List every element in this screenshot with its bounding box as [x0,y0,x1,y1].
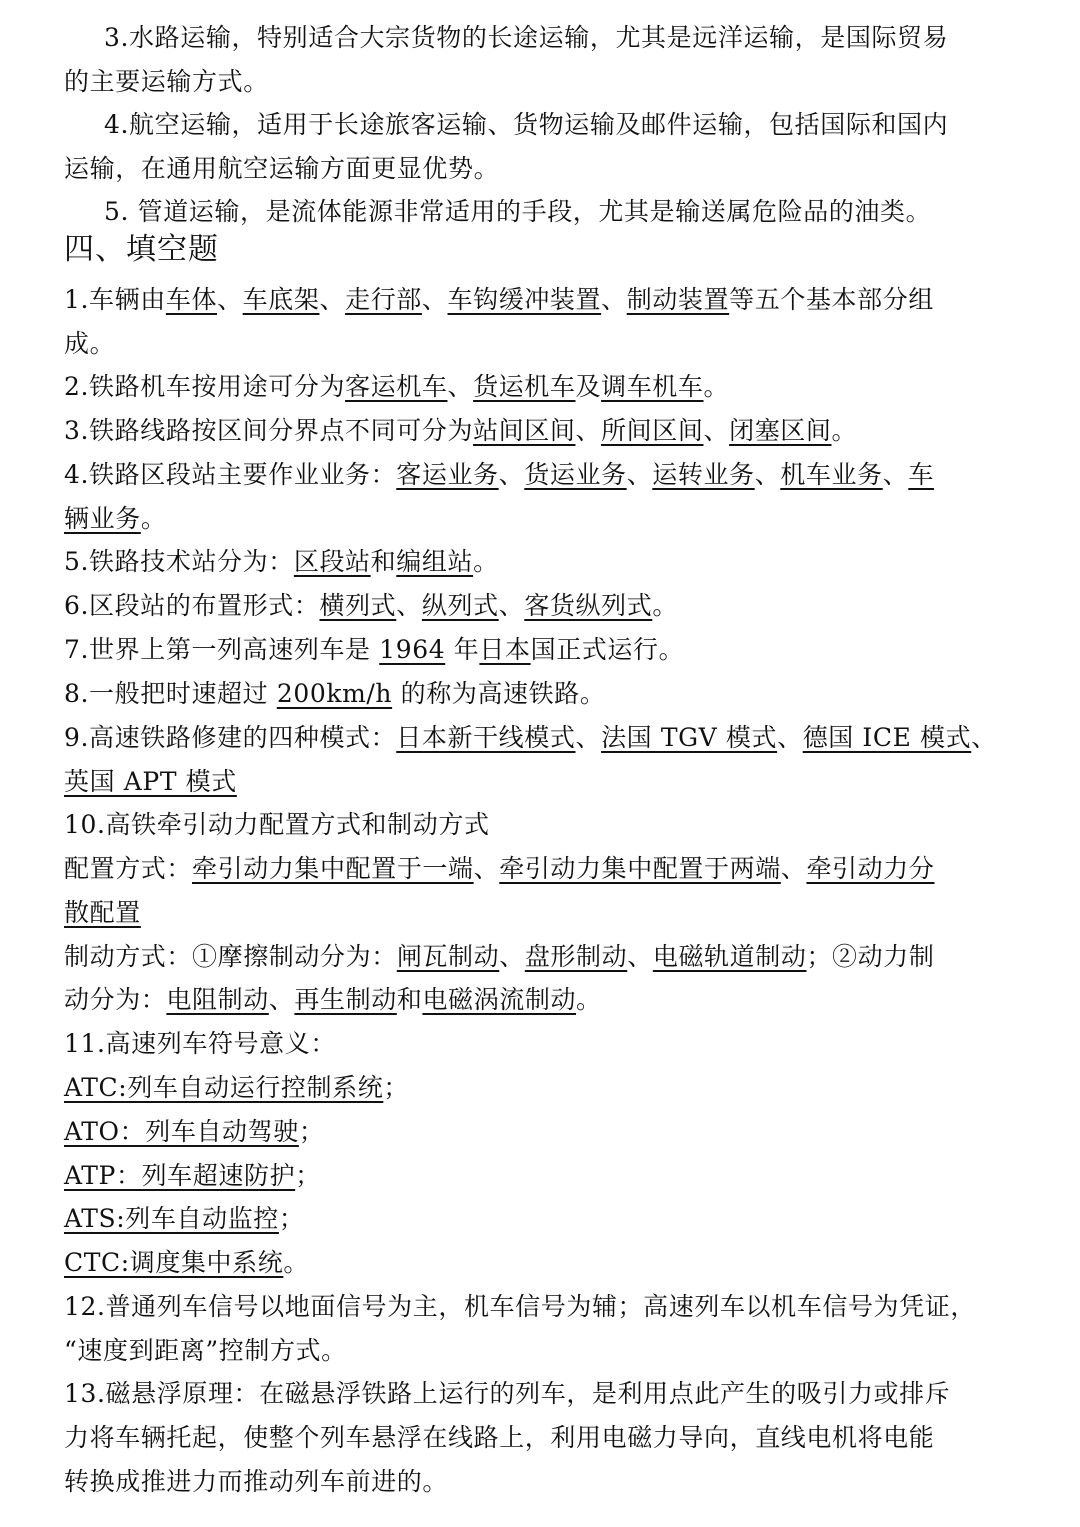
q2-text: 及 [575,372,602,401]
question-11-ats [64,1203,305,1235]
q12-text: “速度到距离”控制方式。 [64,1336,347,1365]
q10-text: 、 [473,854,500,883]
q1-answer: 车钩缓冲装置 [447,285,602,314]
q9-text: 9.高速铁路修建的四种模式： [64,723,397,752]
q4-text: 。 [140,504,167,533]
text: 4.航空运输，适用于长途旅客运输、货物运输及邮件运输，包括国际和国内 [104,110,949,139]
question-10-config-line-1 [64,853,934,885]
q6-text: 6.区段站的布置形式： [64,591,320,620]
question-10-title [64,809,490,841]
transport-item-4-line-2 [64,153,499,185]
q1-text: 、 [601,285,627,314]
q4-answer: 货运业务 [524,460,627,489]
q11-answer: ATP：列车超速防护 [64,1161,296,1190]
q10-text: 和 [396,985,423,1014]
question-12-line-2 [64,1335,347,1367]
question-8 [64,678,605,710]
q9-answer: 德国 ICE 模式 [802,723,972,752]
q9-answer: 法国 TGV 模式 [601,723,778,752]
text: 的主要运输方式。 [64,67,269,96]
question-13-line-3 [64,1466,448,1498]
q5-text: 。 [473,547,499,576]
q1-text: 、 [319,285,346,314]
q10-text: 、 [499,942,525,971]
q9-text: 、 [777,723,803,752]
q10-text: 制动方式：①摩擦制动分为： [64,942,397,971]
q6-answer: 横列式 [319,591,397,620]
q11-answer: ATS:列车自动监控 [64,1204,279,1233]
q4-text: 、 [626,460,653,489]
q3-text: 3.铁路线路按区间分界点不同可分为 [64,416,474,445]
q11-text: 11.高速列车符号意义： [64,1029,336,1058]
q9-text: 、 [971,723,997,752]
q10-answer: 牵引动力分 [806,854,935,883]
q1-answer: 走行部 [345,285,422,314]
q11-text: ； [295,1161,321,1190]
q3-answer: 所间区间 [601,416,704,445]
question-12-line-1 [64,1291,976,1323]
q3-text: 、 [575,416,602,445]
q10-answer: 电磁轨道制动 [652,942,807,971]
q6-text: 、 [396,591,422,620]
q10-answer: 牵引动力集中配置于两端 [499,854,781,883]
q4-answer: 运转业务 [652,460,755,489]
section-title: 四、填空题 [64,232,219,267]
transport-item-3-line-2 [64,66,269,98]
q1-text: 、 [421,285,448,314]
q5-text: 和 [370,547,397,576]
question-10-brake-line-1 [64,941,934,973]
q10-text: ；②动力制 [806,942,935,971]
q3-answer: 闭塞区间 [729,416,832,445]
q3-text: 、 [703,416,730,445]
question-1-line-2 [64,328,115,360]
q10-answer: 牵引动力集中配置于一端 [192,854,474,883]
q12-text: 12.普通列车信号以地面信号为主，机车信号为辅；高速列车以机车信号为凭证， [64,1292,976,1321]
q10-text: 10.高铁牵引动力配置方式和制动方式 [64,810,490,839]
q11-text: 。 [283,1248,309,1277]
question-13-line-1 [64,1378,950,1410]
q11-text: ； [298,1117,325,1146]
q4-text: 、 [882,460,909,489]
q2-answer: 货运机车 [473,372,576,401]
text: 5. 管道运输，是流体能源非常适用的手段，尤其是输送属危险品的油类。 [104,197,932,226]
question-6 [64,590,678,622]
question-4-line-1 [64,459,934,491]
q2-answer: 客运机车 [345,372,448,401]
question-11-title [64,1028,336,1060]
q7-answer: 1964 [379,635,446,664]
question-11-ctc [64,1247,309,1279]
q1-answer: 制动装置 [626,285,730,314]
question-11-atc [64,1072,409,1104]
q2-text: 、 [447,372,474,401]
q9-answer: 日本新干线模式 [396,723,576,752]
q8-answer: 200km/h [276,679,393,708]
q10-text: 、 [268,985,295,1014]
q4-text: 、 [754,460,781,489]
q10-answer: 盘形制动 [524,942,628,971]
q5-text: 5.铁路技术站分为： [64,547,294,576]
q4-answer: 机车业务 [780,460,883,489]
q10-text: 配置方式： [64,854,193,883]
question-4-line-2 [64,503,166,535]
q2-text: 。 [703,372,730,401]
q7-text: 国正式运行。 [530,635,685,664]
q3-text: 。 [831,416,858,445]
q4-answer: 辆业务 [64,504,141,533]
question-3 [64,415,857,447]
q2-answer: 调车机车 [601,372,704,401]
q6-answer: 纵列式 [421,591,499,620]
q10-answer: 再生制动 [294,985,397,1014]
q9-text: 、 [575,723,602,752]
q8-text: 的称为高速铁路。 [392,679,606,708]
q5-answer: 编组站 [396,547,474,576]
q10-text: 动分为： [64,985,167,1014]
q4-answer: 车 [908,460,934,489]
q10-text: 、 [627,942,653,971]
q7-text: 年 [445,635,480,664]
question-1-line-1 [64,284,934,316]
q6-text: 。 [652,591,678,620]
q3-answer: 站间区间 [473,416,576,445]
question-7 [64,634,684,666]
transport-item-3-line-1 [104,22,948,54]
q11-text: ； [278,1204,305,1233]
q11-answer: ATO：列车自动驾驶 [64,1117,299,1146]
question-10-brake-line-2 [64,984,602,1016]
q1-text: 1.车辆由 [64,285,166,314]
section-heading [64,231,219,269]
question-10-config-line-2 [64,897,141,929]
question-11-atp [64,1160,321,1192]
question-9-line-1 [64,722,997,754]
q1-text: 、 [217,285,243,314]
q6-answer: 客货纵列式 [524,591,653,620]
q11-answer: CTC:调度集中系统 [64,1248,284,1277]
q5-answer: 区段站 [293,547,371,576]
q13-text: 力将车辆托起，使整个列车悬浮在线路上，利用电磁力导向，直线电机将电能 [64,1423,935,1452]
q4-text: 、 [498,460,525,489]
q1-answer: 车底架 [242,285,320,314]
q7-text: 7.世界上第一列高速列车是 [64,635,380,664]
q10-answer: 闸瓦制动 [396,942,500,971]
q8-text: 8.一般把时速超过 [64,679,277,708]
q11-text: ； [383,1073,409,1102]
q4-text: 4.铁路区段站主要作业业务： [64,460,397,489]
q10-answer: 电磁涡流制动 [422,985,577,1014]
q1-text: 等五个基本部分组 [729,285,934,314]
question-9-line-2 [64,766,237,798]
q10-answer: 散配置 [64,898,141,927]
question-2 [64,371,729,403]
q10-answer: 电阻制动 [166,985,269,1014]
q7-answer: 日本 [479,635,531,664]
q9-answer: 英国 APT 模式 [64,767,237,796]
text: 3.水路运输，特别适合大宗货物的长途运输，尤其是远洋运输，是国际贸易 [104,23,949,52]
q10-text: 。 [576,985,602,1014]
q11-answer: ATC:列车自动运行控制系统 [64,1073,384,1102]
q1-text: 成。 [64,329,116,358]
q4-answer: 客运业务 [396,460,499,489]
q6-text: 、 [498,591,525,620]
question-13-line-2 [64,1422,934,1454]
q10-text: 、 [780,854,807,883]
transport-item-5 [104,196,931,228]
q1-answer: 车体 [165,285,218,314]
text: 运输，在通用航空运输方面更显优势。 [64,154,500,183]
question-5 [64,546,499,578]
q13-text: 转换成推进力而推动列车前进的。 [64,1467,449,1496]
q2-text: 2.铁路机车按用途可分为 [64,372,346,401]
q13-text: 13.磁悬浮原理：在磁悬浮铁路上运行的列车，是利用点此产生的吸引力或排斥 [64,1379,951,1408]
transport-item-4-line-1 [104,109,948,141]
question-11-ato [64,1116,324,1148]
